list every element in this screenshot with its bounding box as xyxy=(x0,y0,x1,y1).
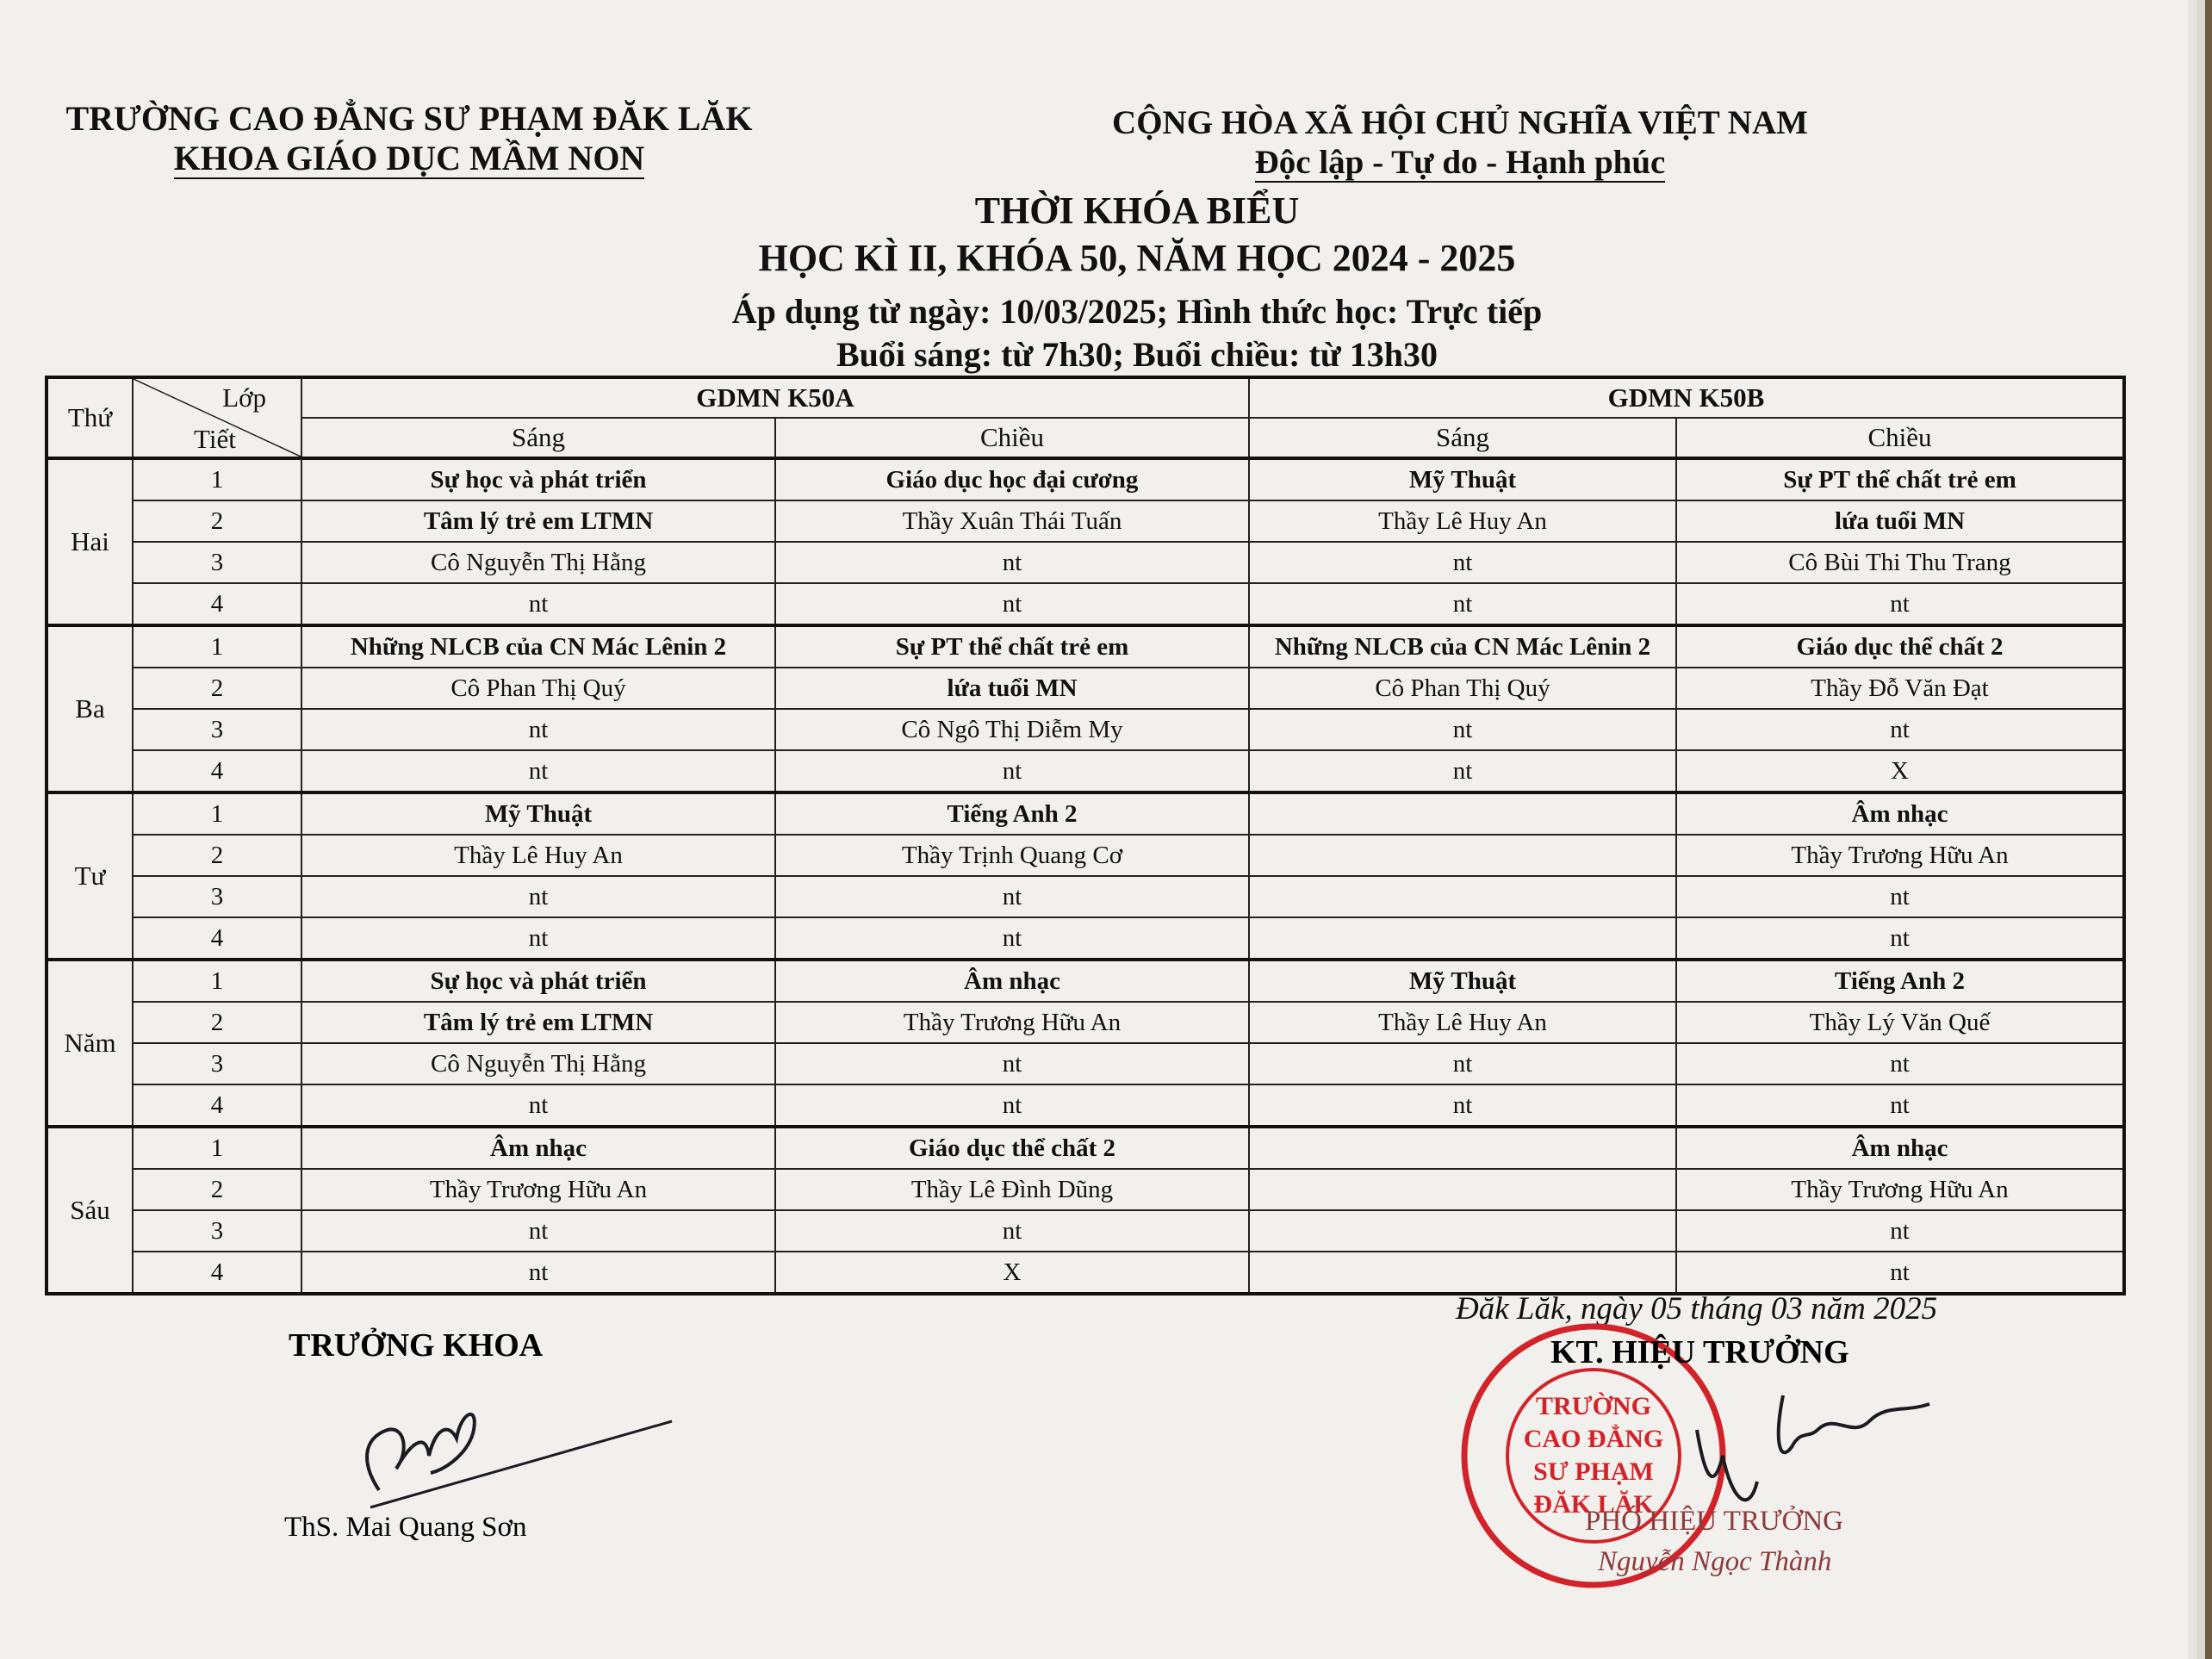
schedule-cell xyxy=(1249,1252,1676,1294)
period-cell: 4 xyxy=(133,917,301,960)
period-cell: 3 xyxy=(133,1043,301,1084)
day-cell: Sáu xyxy=(47,1127,133,1294)
schedule-cell xyxy=(1249,792,1676,835)
schedule-cell: Mỹ Thuật xyxy=(301,792,775,835)
period-cell: 2 xyxy=(133,500,301,542)
period-cell: 2 xyxy=(133,668,301,709)
apply-date-line: Áp dụng từ ngày: 10/03/2025; Hình thức học: Trực tiếp xyxy=(731,292,1543,331)
schedule-cell: nt xyxy=(301,1210,775,1252)
day-cell: Hai xyxy=(47,458,133,625)
table-row xyxy=(47,1002,2124,1043)
principal-signature xyxy=(1680,1378,1938,1525)
schedule-cell: Tâm lý trẻ em LTMN xyxy=(301,500,775,542)
schedule-cell: X xyxy=(775,1252,1249,1294)
table-row xyxy=(47,458,2124,500)
period-cell: 4 xyxy=(133,1084,301,1127)
header-lop-tiet xyxy=(133,377,301,458)
schedule-cell: Thầy Lê Đình Dũng xyxy=(775,1169,1249,1210)
table-row xyxy=(47,709,2124,750)
day-cell: Tư xyxy=(47,792,133,960)
table-row xyxy=(47,917,2124,960)
schedule-cell: nt xyxy=(301,1252,775,1294)
schedule-cell: nt xyxy=(775,917,1249,960)
schedule-cell: Cô Nguyễn Thị Hằng xyxy=(301,1043,775,1084)
schedule-cell: Sự PT thể chất trẻ em xyxy=(775,625,1249,668)
country-name: CỘNG HÒA XÃ HỘI CHỦ NGHĨA VIỆT NAM xyxy=(1112,104,1808,141)
document-subtitle: HỌC KÌ II, KHÓA 50, NĂM HỌC 2024 - 2025 xyxy=(758,237,1516,279)
schedule-cell: Giáo dục thể chất 2 xyxy=(1676,625,2124,668)
schedule-cell: nt xyxy=(301,583,775,625)
table-row xyxy=(47,960,2124,1002)
schedule-cell: nt xyxy=(1676,876,2124,917)
period-cell: 3 xyxy=(133,1210,301,1252)
table-row xyxy=(47,668,2124,709)
header-lop: Lớp xyxy=(222,382,266,413)
schedule-cell: nt xyxy=(775,583,1249,625)
schedule-cell: Thầy Trương Hữu An xyxy=(775,1002,1249,1043)
table-row xyxy=(47,876,2124,917)
schedule-cell: Âm nhạc xyxy=(1676,792,2124,835)
schedule-cell: Tiếng Anh 2 xyxy=(1676,960,2124,1002)
header-class-b: GDMN K50B xyxy=(1249,377,2124,418)
schedule-cell xyxy=(1249,835,1676,876)
schedule-cell: Thầy Đỗ Văn Đạt xyxy=(1676,668,2124,709)
table-row xyxy=(47,1127,2124,1169)
period-cell: 3 xyxy=(133,709,301,750)
schedule-cell: Âm nhạc xyxy=(1676,1127,2124,1169)
period-cell: 4 xyxy=(133,583,301,625)
schedule-cell: Thầy Lý Văn Quế xyxy=(1676,1002,2124,1043)
day-cell: Ba xyxy=(47,625,133,792)
vice-principal-role: PHÓ HIỆU TRƯỞNG xyxy=(1585,1506,1843,1537)
schedule-cell: nt xyxy=(1249,1043,1676,1084)
schedule-cell xyxy=(1249,1169,1676,1210)
table-row xyxy=(47,1252,2124,1294)
svg-text:ĐĂK LĂK: ĐĂK LĂK xyxy=(1533,1490,1654,1519)
schedule-cell: nt xyxy=(301,750,775,792)
schedule-cell xyxy=(1249,1210,1676,1252)
period-cell: 2 xyxy=(133,1169,301,1210)
period-cell: 1 xyxy=(133,458,301,500)
schedule-cell: Thầy Lê Huy An xyxy=(301,835,775,876)
svg-text:SƯ PHẠM: SƯ PHẠM xyxy=(1533,1457,1654,1486)
schedule-cell: nt xyxy=(1676,583,2124,625)
principal-name: Nguyễn Ngọc Thành xyxy=(1598,1546,1832,1577)
schedule-cell: X xyxy=(1676,750,2124,792)
table-row xyxy=(47,500,2124,542)
header-a-sang: Sáng xyxy=(301,418,775,458)
schedule-cell: Âm nhạc xyxy=(775,960,1249,1002)
schedule-cell: Thầy Trịnh Quang Cơ xyxy=(775,835,1249,876)
dean-signature xyxy=(327,1387,689,1516)
document-title: THỜI KHÓA BIỂU xyxy=(974,190,1300,232)
schedule-cell: Những NLCB của CN Mác Lênin 2 xyxy=(301,625,775,668)
schedule-cell: nt xyxy=(775,542,1249,583)
table-row xyxy=(47,750,2124,792)
schedule-cell: nt xyxy=(301,917,775,960)
period-cell: 3 xyxy=(133,876,301,917)
period-cell: 1 xyxy=(133,792,301,835)
period-cell: 4 xyxy=(133,1252,301,1294)
schedule-cell: nt xyxy=(775,1210,1249,1252)
schedule-cell: Cô Bùi Thi Thu Trang xyxy=(1676,542,2124,583)
national-header xyxy=(1068,103,1852,183)
signing-date: Đăk Lăk, ngày 05 tháng 03 năm 2025 xyxy=(1456,1291,1938,1327)
period-cell: 2 xyxy=(133,1002,301,1043)
header-class-a: GDMN K50A xyxy=(301,377,1249,418)
schedule-cell: Sự học và phát triển xyxy=(301,960,775,1002)
day-cell: Năm xyxy=(47,960,133,1127)
table-row xyxy=(47,1210,2124,1252)
schedule-cell: Thầy Lê Huy An xyxy=(1249,500,1676,542)
schedule-cell: nt xyxy=(301,1084,775,1127)
schedule-cell: lứa tuổi MN xyxy=(775,668,1249,709)
faculty-name: KHOA GIÁO DỤC MẦM NON xyxy=(173,139,645,177)
header-tiet: Tiết xyxy=(194,424,236,454)
schedule-cell xyxy=(1249,876,1676,917)
schedule-cell: Thầy Lê Huy An xyxy=(1249,1002,1676,1043)
period-cell: 4 xyxy=(133,750,301,792)
table-row xyxy=(47,835,2124,876)
dean-title: TRƯỞNG KHOA xyxy=(289,1327,544,1364)
schedule-cell: nt xyxy=(1249,709,1676,750)
schedule-cell: Cô Phan Thị Quý xyxy=(1249,668,1676,709)
schedule-cell: nt xyxy=(1676,1084,2124,1127)
period-cell: 3 xyxy=(133,542,301,583)
session-times-line: Buổi sáng: từ 7h30; Buổi chiều: từ 13h30 xyxy=(836,335,1438,374)
schedule-cell: nt xyxy=(1249,583,1676,625)
header-thu: Thứ xyxy=(47,377,133,458)
table-row xyxy=(47,583,2124,625)
document-title-block xyxy=(560,188,1714,376)
svg-text:TRƯỜNG: TRƯỜNG xyxy=(1536,1392,1651,1420)
school-header xyxy=(52,99,767,178)
schedule-cell: nt xyxy=(775,876,1249,917)
header-b-sang: Sáng xyxy=(1249,418,1676,458)
schedule-cell: nt xyxy=(301,709,775,750)
schedule-cell: nt xyxy=(775,750,1249,792)
schedule-cell: Sự học và phát triển xyxy=(301,458,775,500)
schedule-cell: nt xyxy=(1676,709,2124,750)
schedule-cell xyxy=(1249,917,1676,960)
national-motto: Độc lập - Tự do - Hạnh phúc xyxy=(1254,144,1666,181)
schedule-cell: Những NLCB của CN Mác Lênin 2 xyxy=(1249,625,1676,668)
schedule-cell: Thầy Trương Hữu An xyxy=(1676,1169,2124,1210)
table-row xyxy=(47,1043,2124,1084)
schedule-cell: Cô Nguyễn Thị Hằng xyxy=(301,542,775,583)
schedule-cell: nt xyxy=(1249,542,1676,583)
timetable xyxy=(45,376,2126,1296)
schedule-cell: nt xyxy=(775,1043,1249,1084)
table-row xyxy=(47,792,2124,835)
schedule-cell xyxy=(1249,1127,1676,1169)
header-b-chieu: Chiều xyxy=(1676,418,2124,458)
period-cell: 1 xyxy=(133,1127,301,1169)
schedule-cell: nt xyxy=(1249,750,1676,792)
table-row xyxy=(47,1084,2124,1127)
period-cell: 2 xyxy=(133,835,301,876)
schedule-cell: nt xyxy=(1249,1084,1676,1127)
schedule-cell: lứa tuổi MN xyxy=(1676,500,2124,542)
header-a-chieu: Chiều xyxy=(775,418,1249,458)
schedule-cell: nt xyxy=(1676,1252,2124,1294)
schedule-cell: Cô Ngô Thị Diễm My xyxy=(775,709,1249,750)
table-row xyxy=(47,542,2124,583)
dean-name: ThS. Mai Quang Sơn xyxy=(284,1512,527,1543)
school-name: TRƯỜNG CAO ĐẲNG SƯ PHẠM ĐĂK LĂK xyxy=(65,99,753,138)
principal-title: KT. HIỆU TRƯỞNG xyxy=(1550,1334,1849,1370)
period-cell: 1 xyxy=(133,960,301,1002)
schedule-cell: Thầy Xuân Thái Tuấn xyxy=(775,500,1249,542)
timetable-body xyxy=(47,458,2124,1294)
schedule-cell: Tâm lý trẻ em LTMN xyxy=(301,1002,775,1043)
table-row xyxy=(47,1169,2124,1210)
schedule-cell: Âm nhạc xyxy=(301,1127,775,1169)
schedule-cell: Mỹ Thuật xyxy=(1249,960,1676,1002)
schedule-cell: Giáo dục học đại cương xyxy=(775,458,1249,500)
schedule-cell: nt xyxy=(301,876,775,917)
schedule-cell: Thầy Trương Hữu An xyxy=(1676,835,2124,876)
schedule-cell: Cô Phan Thị Quý xyxy=(301,668,775,709)
schedule-cell: nt xyxy=(775,1084,1249,1127)
table-row xyxy=(47,625,2124,668)
schedule-cell: Tiếng Anh 2 xyxy=(775,792,1249,835)
svg-text:CAO ĐẲNG: CAO ĐẲNG xyxy=(1523,1425,1664,1453)
schedule-cell: Giáo dục thể chất 2 xyxy=(775,1127,1249,1169)
schedule-cell: nt xyxy=(1676,1210,2124,1252)
schedule-cell: Thầy Trương Hữu An xyxy=(301,1169,775,1210)
schedule-cell: Sự PT thể chất trẻ em xyxy=(1676,458,2124,500)
schedule-cell: Mỹ Thuật xyxy=(1249,458,1676,500)
schedule-cell: nt xyxy=(1676,917,2124,960)
period-cell: 1 xyxy=(133,625,301,668)
schedule-cell: nt xyxy=(1676,1043,2124,1084)
